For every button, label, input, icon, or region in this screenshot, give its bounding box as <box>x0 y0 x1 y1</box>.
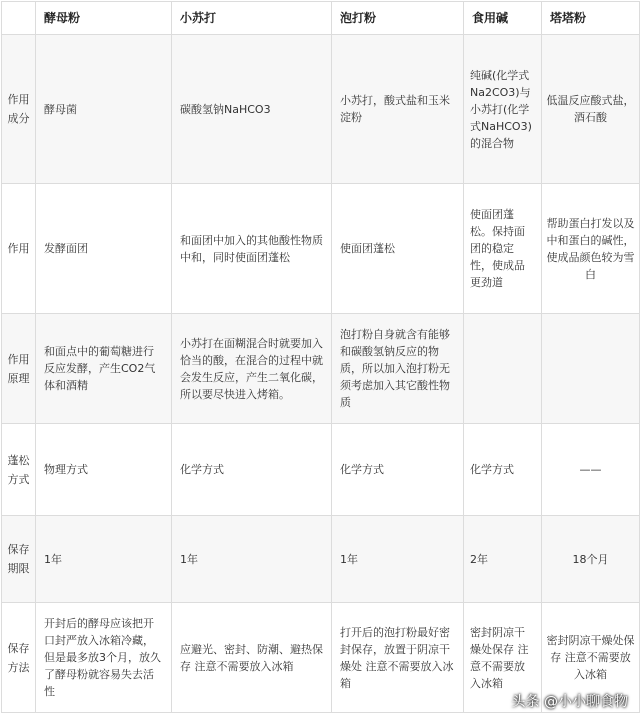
table-cell: —— <box>542 424 640 516</box>
row-label: 保存期限 <box>2 516 36 603</box>
table-cell: 应避光、密封、防潮、避热保存 注意不需要放入冰箱 <box>172 603 332 713</box>
table-cell: 泡打粉自身就含有能够和碳酸氢钠反应的物质，所以加入泡打粉无须考虑加入其它酸性物质 <box>332 314 464 424</box>
table-cell: 1年 <box>36 516 172 603</box>
table-cell: 发酵面团 <box>36 184 172 314</box>
table-cell: 密封阴凉干燥处保存 注意不需要放入冰箱 <box>542 603 640 713</box>
table-cell: 1年 <box>172 516 332 603</box>
comparison-table <box>1 1 640 713</box>
table-cell <box>464 314 542 424</box>
table-row <box>2 184 640 314</box>
table-cell: 1年 <box>332 516 464 603</box>
table-cell: 化学方式 <box>464 424 542 516</box>
table-cell: 使面团蓬松 <box>332 184 464 314</box>
header-food-alkali: 食用碱 <box>464 2 542 35</box>
row-label: 保存方法 <box>2 603 36 713</box>
table-cell: 小苏打在面糊混合时就要加入恰当的酸，在混合的过程中就会发生反应，产生二氧化碳，所以要尽快进入烤箱。 <box>172 314 332 424</box>
table-row <box>2 424 640 516</box>
table-cell: 18个月 <box>542 516 640 603</box>
row-label: 作用 <box>2 184 36 314</box>
table-cell: 密封阴凉干燥处保存 注意不需要放入冰箱 <box>464 603 542 713</box>
table-cell: 化学方式 <box>332 424 464 516</box>
header-yeast: 酵母粉 <box>36 2 172 35</box>
table-cell: 开封后的酵母应该把开口封严放入冰箱冷藏，但是最多放3个月，放久了酵母粉就容易失去活性 <box>36 603 172 713</box>
table-cell: 和面点中的葡萄糖进行反应发酵，产生CO2气体和酒精 <box>36 314 172 424</box>
table-cell: 帮助蛋白打发以及中和蛋白的碱性，使成品颜色较为雪白 <box>542 184 640 314</box>
row-label: 作用成分 <box>2 35 36 184</box>
table-header-row <box>2 2 640 35</box>
table-cell: 和面团中加入的其他酸性物质中和，同时使面团蓬松 <box>172 184 332 314</box>
table-cell: 碳酸氢钠NaHCO3 <box>172 35 332 184</box>
table-row <box>2 516 640 603</box>
header-corner <box>2 2 36 35</box>
table-row <box>2 35 640 184</box>
table-cell: 纯碱(化学式Na2CO3)与小苏打(化学式NaHCO3)的混合物 <box>464 35 542 184</box>
table-cell: 低温反应酸式盐，酒石酸 <box>542 35 640 184</box>
table-cell: 酵母菌 <box>36 35 172 184</box>
table-row <box>2 314 640 424</box>
watermark: 头条 @小小聊食物 <box>511 694 628 710</box>
header-baking-soda: 小苏打 <box>172 2 332 35</box>
row-label: 蓬松方式 <box>2 424 36 516</box>
table-cell: 打开后的泡打粉最好密封保存，放置于阴凉干燥处 注意不需要放入冰箱 <box>332 603 464 713</box>
header-baking-powder: 泡打粉 <box>332 2 464 35</box>
row-label: 作用原理 <box>2 314 36 424</box>
table-cell <box>542 314 640 424</box>
header-tartar: 塔塔粉 <box>542 2 640 35</box>
table-cell: 2年 <box>464 516 542 603</box>
table-cell: 物理方式 <box>36 424 172 516</box>
table-cell: 化学方式 <box>172 424 332 516</box>
table-cell: 使面团蓬松。保持面团的稳定性，使成品更劲道 <box>464 184 542 314</box>
table-cell: 小苏打，酸式盐和玉米淀粉 <box>332 35 464 184</box>
